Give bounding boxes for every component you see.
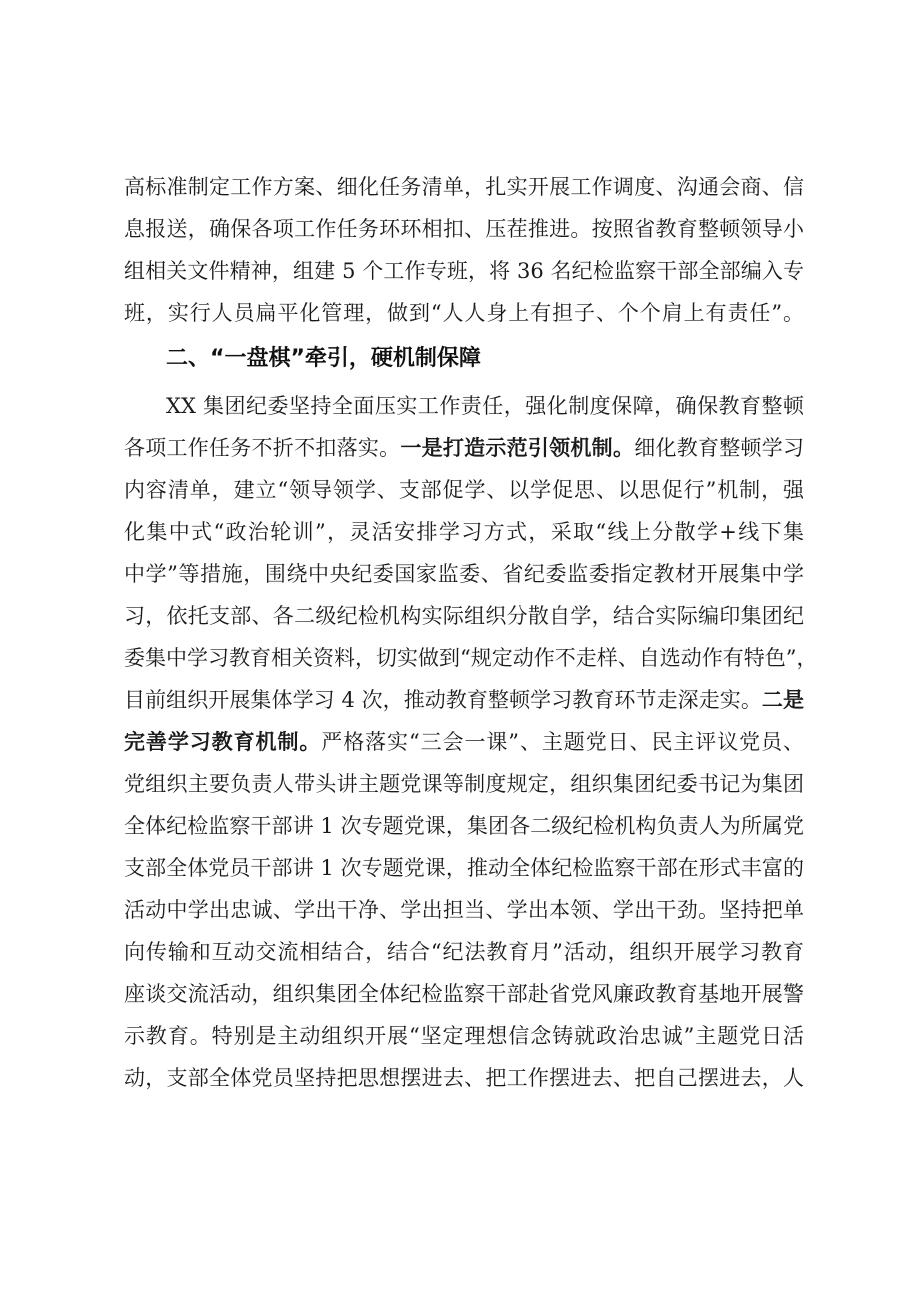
body-text-line: 动，支部全体党员坚持把思想摆进去、把工作摆进去、把自己摆进去，人 [124,1066,804,1090]
section-heading-2: 二、“一盘棋”牵引，硬机制保障 [166,346,481,371]
body-text-line: 向传输和互动交流相结合，结合“纪法教育月”活动，组织开展学习教育 [124,940,804,964]
body-text-line: 全体纪检监察干部讲 1 次专题党课，集团各二级纪检机构负责人为所属党 [124,814,804,838]
body-text-line: 组相关文件精神，组建 5 个工作专班，将 36 名纪检监察干部全部编入专 [124,259,804,283]
body-text-line: 中学”等措施，围绕中央纪委国家监委、省纪委监委指定教材开展集中学 [124,562,804,586]
body-text-line: 示教育。特别是主动组织开展“坚定理想信念铸就政治忠诚”主题党日活 [124,1024,804,1048]
text-run: 细化教育整顿学习 [634,436,805,460]
body-text-line: 支部全体党员干部讲 1 次专题党课，推动全体纪检监察干部在形式丰富的 [124,856,804,880]
text-run: 严格落实“三会一课”、主题党日、民主评议党员、 [321,730,804,754]
body-text-line: 内容清单，建立“领导领学、支部促学、以学促思、以思促行”机制，强 [124,478,804,502]
body-text-line: 活动中学出忠诚、学出干净、学出担当、学出本领、学出干劲。坚持把单 [124,898,804,922]
body-text-line: XX 集团纪委坚持全面压实工作责任，强化制度保障，确保教育整顿 [166,394,804,418]
body-text-line: 委集中学习教育相关资料，切实做到“规定动作不走样、自选动作有特色”， [124,646,818,670]
body-text-line: 座谈交流活动，组织集团全体纪检监察干部赴省党风廉政教育基地开展警 [124,982,804,1006]
bold-keyphrase: 一是打造示范引领机制。 [400,436,635,460]
body-text-line [124,681,804,719]
body-text-line: 息报送，确保各项工作任务环环相扣、压茬推进。按照省教育整顿领导小 [124,217,804,241]
body-text-line [124,429,804,467]
text-run: 各项工作任务不折不扣落实。 [124,436,401,460]
bold-keyphrase: 二是 [761,688,804,712]
bold-keyphrase: 完善学习教育机制。 [124,730,322,754]
body-text-line: 化集中式“政治轮训”，灵活安排学习方式，采取“线上分散学+线下集 [124,520,804,544]
body-text-line: 班，实行人员扁平化管理，做到“人人身上有担子、个个肩上有责任”。 [124,301,804,325]
text-run: 目前组织开展集体学习 4 次，推动教育整顿学习教育环节走深走实。 [124,688,762,712]
body-text-line: 党组织主要负责人带头讲主题党课等制度规定，组织集团纪委书记为集团 [124,772,804,796]
body-text-line: 高标准制定工作方案、细化任务清单，扎实开展工作调度、沟通会商、信 [124,175,804,199]
body-text-line: 习，依托支部、各二级纪检机构实际组织分散自学，结合实际编印集团纪 [124,604,804,628]
body-text-line [124,723,804,761]
